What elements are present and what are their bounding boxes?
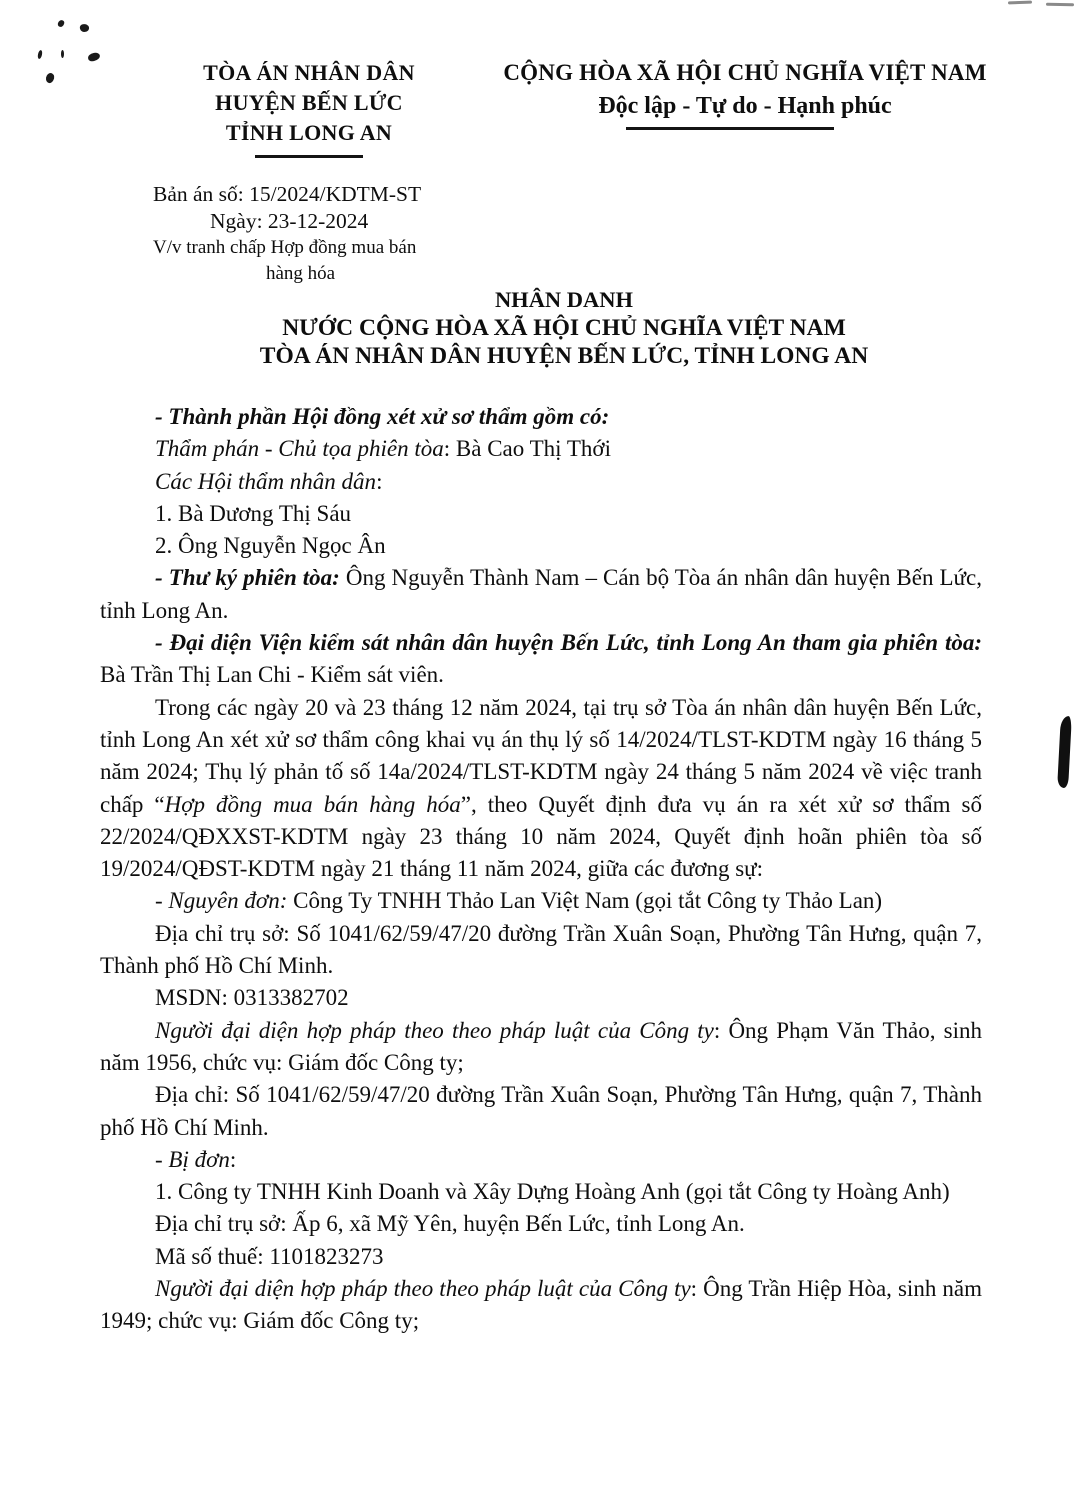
defendant-1-rep-name: : Ông Trần Hiệp Hòa, sinh năm 1949; chức vụ: Giám đốc Công ty; [100,1276,982,1334]
scan-smudge [1046,3,1074,6]
judgment-title-line2: NƯỚC CỘNG HÒA XÃ HỘI CHỦ NGHĨA VIỆT NAM [282,315,846,341]
jurors-label: Các Hội thẩm nhân dân [155,468,377,494]
intro-dispute-quote: Hợp đồng mua bán hàng hóa [164,791,461,817]
court-name-line1: TÒA ÁN NHÂN DÂN [203,60,415,85]
case-subject-line1: V/v tranh chấp Hợp đồng mua bán [153,237,417,258]
intro-paragraph [100,692,982,886]
court-header-block [150,58,468,158]
panel-heading-text: - Thành phần Hội đồng xét xử sơ thẩm gồm có: [155,404,610,429]
defendant-1-address: Địa chỉ trụ sở: Ấp 6, xã Mỹ Yên, huyện Bến Lức, tỉnh Long An. [155,1211,745,1237]
defendant-1-line: 1. Công ty TNHH Kinh Doanh và Xây Dựng Hoàng Anh (gọi tắt Công ty Hoàng Anh) [155,1179,950,1205]
plaintiff-rep-label: Người đại diện hợp pháp theo theo pháp luật của Công ty [155,1017,714,1043]
clerk-name: Ông Nguyễn Thành Nam – Cán bộ Tòa án nhân dân huyện Bến Lức, tỉnh Long An. [100,565,982,623]
case-date: Ngày: 23-12-2024 [210,209,369,233]
plaintiff-rep-address: Địa chỉ: Số 1041/62/59/47/20 đường Trần Xuân Soạn, Phường Tân Hưng, quận 7, Thành phố Hồ Chí Minh. [100,1082,982,1140]
procuracy-label: - Đại diện Viện kiểm sát nhân dân huyện Bến Lức, tỉnh Long An tham gia phiên tòa: [155,630,982,656]
judgment-title-block [100,286,1028,370]
defendant-heading-colon: : [229,1146,237,1172]
republic-name: CỘNG HÒA XÃ HỘI CHỦ NGHĨA VIỆT NAM [503,60,987,85]
panel-heading [100,401,982,433]
judgment-title-line1: NHÂN DANH [494,287,634,312]
juror-2: 2. Ông Nguyễn Ngọc Ân [155,533,386,559]
plaintiff-rep-line [100,1015,982,1080]
jurors-colon: : [376,468,383,494]
ink-speck [57,19,65,28]
defendant-1-rep-line [100,1273,982,1338]
court-name-line3: TỈNH LONG AN [225,120,393,145]
plaintiff-line [100,885,982,917]
ink-speck [87,52,100,62]
plaintiff-rep-name: : Ông Phạm Văn Thảo, sinh năm 1956, chức vụ: Giám đốc Công ty; [100,1017,982,1075]
plaintiff-msdn: MSDN: 0313382702 [155,985,349,1011]
case-number: Bản án số: 15/2024/KDTM-ST [153,182,422,206]
judge-line [100,433,982,465]
juror-1: 1. Bà Dương Thị Sáu [155,500,352,526]
clerk-line [100,562,982,627]
judgment-title-line3: TÒA ÁN NHÂN DÂN HUYỆN BẾN LỨC, TỈNH LONG AN [259,343,869,369]
case-subject-line2: hàng hóa [266,263,336,284]
defendant-1-tax: Mã số thuế: 1101823273 [155,1243,384,1269]
court-header-underline [255,155,363,158]
jurors-heading [100,466,982,498]
defendant-heading [100,1144,982,1176]
judgment-body [100,401,982,1338]
scan-edge-mark [1057,716,1072,788]
ink-speck [44,72,56,85]
republic-header-block [470,58,1020,130]
defendant-1-rep-label: Người đại diện hợp pháp theo theo pháp luật của Công ty [155,1276,691,1302]
defendant-heading-label: - Bị đơn [155,1146,230,1172]
judge-name: : Bà Cao Thị Thới [443,436,611,462]
intro-part1: Trong các ngày 20 và 23 tháng 12 năm 2024, tại trụ sở Tòa án nhân dân huyện Bến Lức, tỉnh Long An xét xử sơ thẩm công khai vụ án thụ lý số 14/2024/TLST-KDTM ngày 16 tháng 5 năm 2024; Thụ lý phản tố số 14a/2024/TLST-KDTM ngày 24 tháng 5 năm 2024 về việc tranh chấp “ [100,694,982,817]
republic-header-underline [626,127,834,130]
intro-part2: ”, theo Quyết định đưa vụ án ra xét xử sơ thẩm số 22/2024/QĐXXST-KDTM ngày 23 tháng 10 năm 2024, Quyết định hoãn phiên tòa số 19/2024/QĐST-KDTM ngày 21 tháng 11 năm 2024, giữa các đương sự: [100,791,982,882]
procuracy-line [100,627,982,692]
ink-speck [61,50,64,58]
scan-smudge [1008,1,1032,5]
clerk-label: - Thư ký phiên tòa: [155,565,340,591]
judge-label: Thẩm phán - Chủ tọa phiên tòa [155,436,444,462]
plaintiff-name: Công Ty TNHH Thảo Lan Việt Nam (gọi tắt Công ty Thảo Lan) [287,888,883,914]
ink-speck [79,23,90,33]
court-name-line2: HUYỆN BẾN LỨC [215,90,403,115]
plaintiff-address: Địa chỉ trụ sở: Số 1041/62/59/47/20 đường Trần Xuân Soạn, Phường Tân Hưng, quận 7, Thành phố Hồ Chí Minh. [100,920,982,979]
ink-speck [37,50,43,60]
plaintiff-label: - Nguyên đơn: [155,888,288,914]
republic-motto: Độc lập - Tự do - Hạnh phúc [598,93,892,119]
case-info-block [153,181,421,286]
procuracy-name: Bà Trần Thị Lan Chi - Kiểm sát viên. [100,662,444,688]
